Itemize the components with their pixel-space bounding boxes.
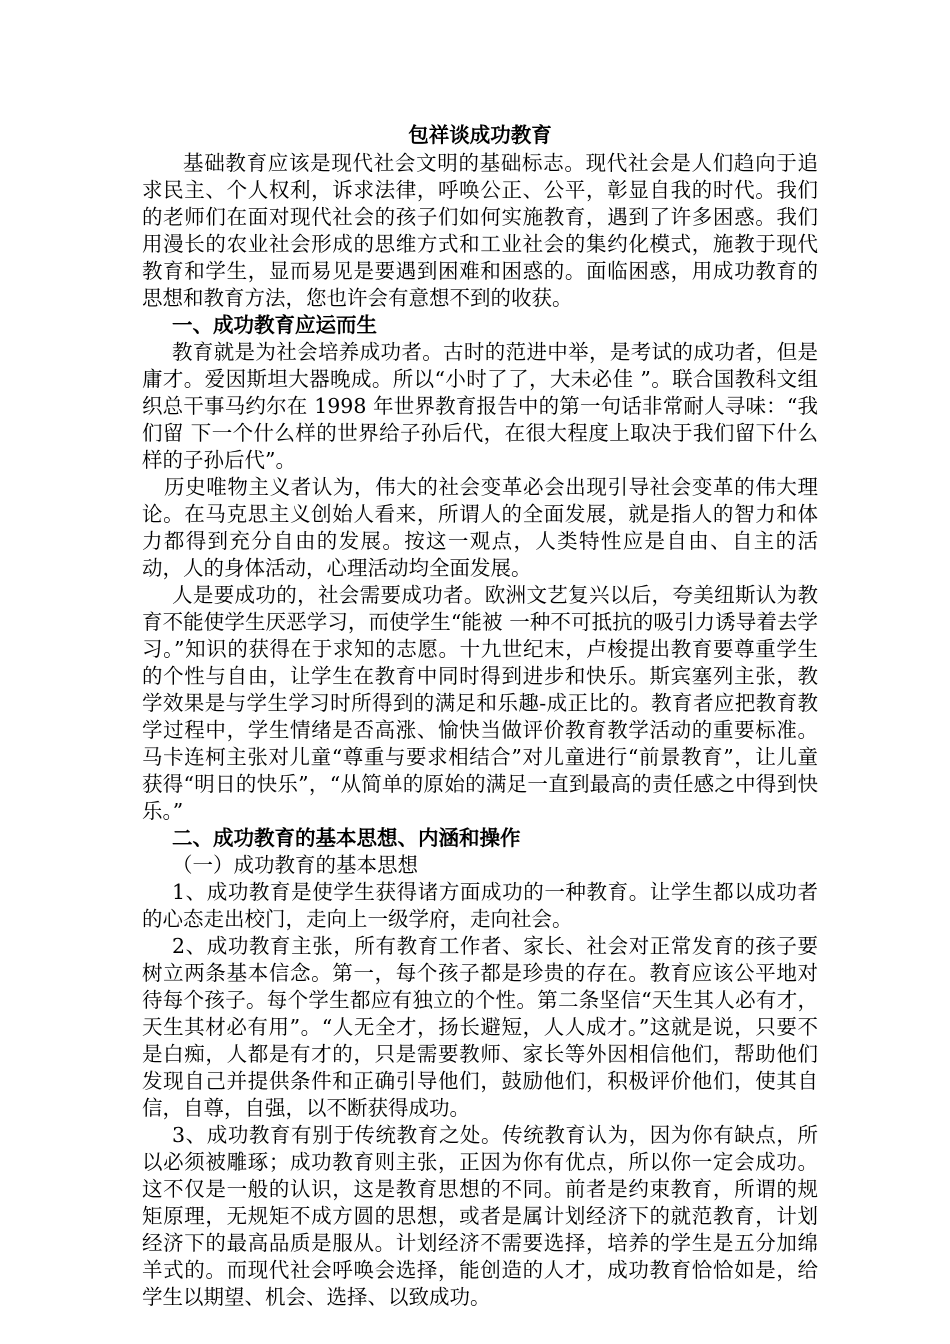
section1-heading: 一、成功教育应运而生: [172, 313, 377, 337]
section2-item-2: 2、成功教育主张，所有教育工作者、家长、社会对正常发育的孩子要树立两条基本信念。第一，每个孩子都是珍贵的存在。教育应该公平地对待每个孩子。每个学生都应有独立的个性。第二条坚信“天生其人必有才，天生其材必有用”。“人无全才，扬长避短，人人成才。”这就是说，只要不是白痴，人都是有才的，只是需要教师、家长等外因相信他们，帮助他们发现自己并提供条件和正确引导他们，鼓励他们，积极评价他们，使其自信，自尊，自强，以不断获得成功。: [142, 934, 818, 1120]
section2-item-3: 3、成功教育有别于传统教育之处。传统教育认为，因为你有缺点，所以必须被雕琢；成功教育则主张，正因为你有优点，所以你一定会成功。这不仅是一般的认识，这是教育思想的不同。前者是约束教育，所谓的规矩原理，无规矩不成方圆的思想，或者是属计划经济下的就范教育，计划经济下的最高品质是服从。计划经济不需要选择，培养的学生是五分加绵羊式的。而现代社会呼唤会选择，能创造的人才，成功教育恰恰如是，给学生以期望、机会、选择、以致成功。: [142, 1123, 818, 1309]
section2-item-1: 1、成功教育是使学生获得诸方面成功的一种教育。让学生都以成功者的心态走出校门，走向上一级学府，走向社会。: [142, 880, 818, 931]
section2-subheading: （一）成功教育的基本思想: [172, 853, 418, 877]
section1-paragraph-2: 历史唯物主义者认为，伟大的社会变革必会出现引导社会变革的伟大理论。在马克思主义创始人看来，所谓人的全面发展，就是指人的智力和体力都得到充分自由的发展。按这一观点，人类特性应是自由、自主的活动，人的身体活动，心理活动均全面发展。: [142, 475, 818, 580]
section1-paragraph-1: 教育就是为社会培养成功者。古时的范进中举，是考试的成功者，但是庸才。爱因斯坦大器晚成。所以“小时了了，大未必佳 ”。联合国教科文组织总干事马约尔在 1998 年世界教育报告中的第一句话非常耐人寻味：“我们留 下一个什么样的世界给子孙后代，在很大程度上取决于我们留下什么样的子孙后代”。: [142, 340, 818, 472]
document-title: 包祥谈成功教育: [408, 123, 552, 147]
intro-paragraph: 基础教育应该是现代社会文明的基础标志。现代社会是人们趋向于追求民主、个人权利，诉求法律，呼唤公正、公平，彰显自我的时代。我们的老师们在面对现代社会的孩子们如何实施教育，遇到了许多困惑。我们用漫长的农业社会形成的思维方式和工业社会的集约化模式，施教于现代教育和学生，显而易见是要遇到困难和困惑的。面临困惑，用成功教育的思想和教育方法，您也许会有意想不到的收获。: [142, 151, 818, 310]
document-page: [142, 120, 818, 1311]
section2-heading: 二、成功教育的基本思想、内涵和操作: [172, 826, 521, 850]
section1-paragraph-3: 人是要成功的，社会需要成功者。欧洲文艺复兴以后，夸美纽斯认为教育不能使学生厌恶学习，而使学生“能被 一种不可抵抗的吸引力诱导着去学习。”知识的获得在于求知的志愿。十九世纪末，卢梭提出教育要尊重学生的个性与自由，让学生在教育中同时得到进步和快乐。斯宾塞列主张，教学效果是与学生学习时所得到的满足和乐趣-成正比的。教育者应把教育教学过程中，学生情绪是否高涨、愉快当做评价教育教学活动的重要标准。马卡连柯主张对儿童“尊重与要求相结合”对儿童进行“前景教育”，让儿童获得“明日的快乐”，“从简单的原始的满足一直到最高的责任感之中得到快乐。”: [142, 583, 818, 823]
